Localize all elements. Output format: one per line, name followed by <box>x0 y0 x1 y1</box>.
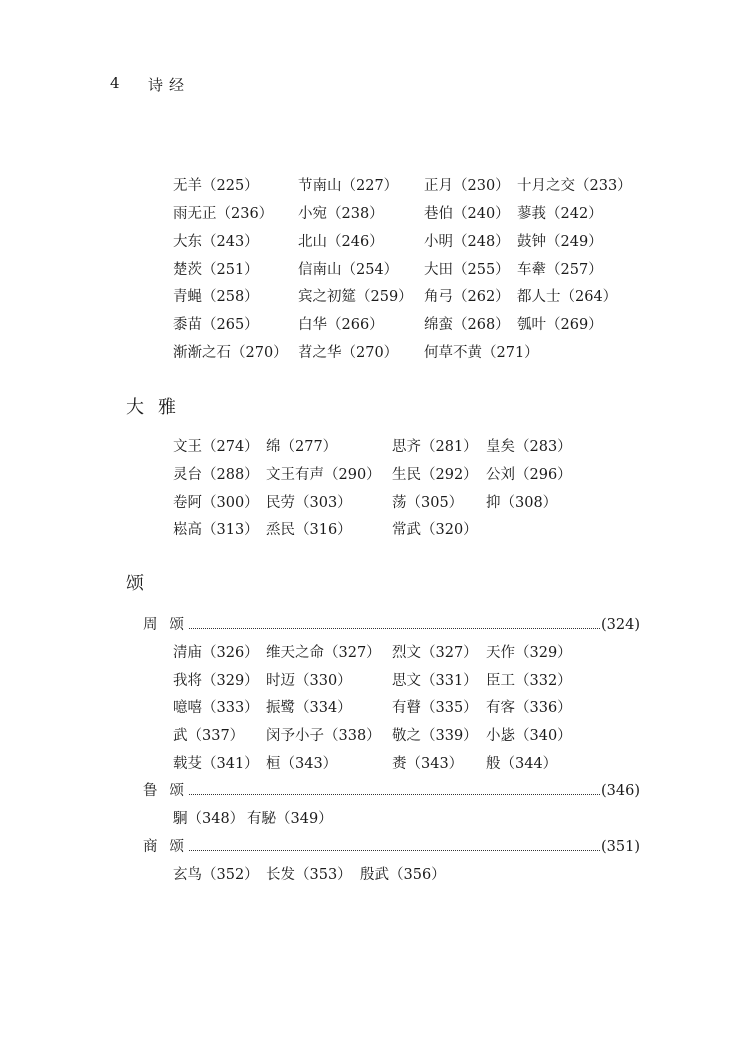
toc-entry[interactable]: 绵蛮（268） <box>424 317 510 333</box>
toc-entry[interactable]: 楚茨（251） <box>173 262 259 278</box>
toc-entry[interactable]: 青蝇（258） <box>173 289 259 305</box>
toc-entry[interactable]: 渐渐之石（270） <box>173 345 288 361</box>
toc-entry[interactable]: 有瞽（335） <box>392 700 478 716</box>
toc-entry[interactable]: 文王（274） <box>173 439 259 455</box>
toc-entry[interactable]: 无羊（225） <box>173 178 259 194</box>
toc-entry[interactable]: 载芟（341） <box>173 756 259 772</box>
toc-entry[interactable]: 长发（353） <box>266 867 352 883</box>
dot-leader <box>189 628 600 629</box>
toc-entry[interactable]: 节南山（227） <box>298 178 399 194</box>
page-number: 4 <box>110 74 120 92</box>
toc-entry[interactable]: 鼓钟（249） <box>517 234 603 250</box>
toc-entry[interactable]: 白华（266） <box>298 317 384 333</box>
toc-entry[interactable]: 清庙（326） <box>173 645 259 661</box>
toc-entry[interactable]: 殷武（356） <box>360 867 446 883</box>
toc-entry[interactable]: 常武（320） <box>392 522 478 538</box>
toc-entry[interactable]: 小宛（238） <box>298 206 384 222</box>
toc-entry[interactable]: 灵台（288） <box>173 467 259 483</box>
toc-entry[interactable]: 信南山（254） <box>298 262 399 278</box>
toc-entry[interactable]: 荡（305） <box>392 495 464 511</box>
toc-entry[interactable]: 武（337） <box>173 728 245 744</box>
section-title-daya <box>126 397 176 419</box>
toc-entry[interactable]: 十月之交（233） <box>517 178 632 194</box>
toc-entry[interactable]: 噫嘻（333） <box>173 700 259 716</box>
subsection-zhousong[interactable] <box>143 616 640 634</box>
toc-entry[interactable]: 抑（308） <box>486 495 558 511</box>
toc-entry[interactable]: 大田（255） <box>424 262 510 278</box>
subsection-lusong[interactable] <box>143 782 640 800</box>
toc-entry[interactable]: 绵（277） <box>266 439 338 455</box>
subsection-name: 周颂 <box>143 617 196 633</box>
toc-entry[interactable]: 蓼莪（242） <box>517 206 603 222</box>
toc-entry[interactable]: 都人士（264） <box>517 289 618 305</box>
toc-entry[interactable]: 维天之命（327） <box>266 645 381 661</box>
toc-entry[interactable]: 小毖（340） <box>486 728 572 744</box>
toc-entry[interactable]: 臣工（332） <box>486 673 572 689</box>
toc-entry[interactable]: 崧高（313） <box>173 522 259 538</box>
toc-entry[interactable]: 有駜（349） <box>247 811 333 827</box>
toc-entry[interactable]: 有客（336） <box>486 700 572 716</box>
section-title-char: 大 <box>126 397 144 418</box>
subsection-shangsong[interactable] <box>143 838 640 856</box>
section-title-char: 雅 <box>158 397 176 418</box>
toc-entry[interactable]: 敬之（339） <box>392 728 478 744</box>
toc-entry[interactable]: 玄鸟（352） <box>173 867 259 883</box>
book-title: 诗经 <box>148 76 191 94</box>
toc-entry[interactable]: 巷伯（240） <box>424 206 510 222</box>
toc-entry[interactable]: 卷阿（300） <box>173 495 259 511</box>
toc-entry[interactable]: 般（344） <box>486 756 558 772</box>
toc-entry[interactable]: 天作（329） <box>486 645 572 661</box>
dot-leader <box>189 794 600 795</box>
subsection-page: (346) <box>601 783 640 799</box>
toc-entry[interactable]: 民劳（303） <box>266 495 352 511</box>
toc-entry[interactable]: 大东（243） <box>173 234 259 250</box>
subsection-page: (324) <box>601 617 640 633</box>
toc-entry[interactable]: 雨无正（236） <box>173 206 274 222</box>
toc-entry[interactable]: 文王有声（290） <box>266 467 381 483</box>
toc-entry[interactable]: 皇矣（283） <box>486 439 572 455</box>
toc-entry[interactable]: 駉（348） <box>173 811 245 827</box>
toc-entry[interactable]: 小明（248） <box>424 234 510 250</box>
toc-entry[interactable]: 赉（343） <box>392 756 464 772</box>
toc-entry[interactable]: 生民（292） <box>392 467 478 483</box>
toc-entry[interactable]: 何草不黄（271） <box>424 345 539 361</box>
toc-entry[interactable]: 公刘（296） <box>486 467 572 483</box>
toc-entry[interactable]: 宾之初筵（259） <box>298 289 413 305</box>
toc-entry[interactable]: 闵予小子（338） <box>266 728 381 744</box>
toc-entry[interactable]: 瓠叶（269） <box>517 317 603 333</box>
toc-entry[interactable]: 振鹭（334） <box>266 700 352 716</box>
toc-entry[interactable]: 桓（343） <box>266 756 338 772</box>
toc-entry[interactable]: 角弓（262） <box>424 289 510 305</box>
toc-entry[interactable]: 烝民（316） <box>266 522 352 538</box>
toc-entry[interactable]: 车舝（257） <box>517 262 603 278</box>
toc-entry[interactable]: 北山（246） <box>298 234 384 250</box>
section-title-song: 颂 <box>126 573 144 594</box>
toc-entry[interactable]: 思文（331） <box>392 673 478 689</box>
toc-entry[interactable]: 我将（329） <box>173 673 259 689</box>
toc-entry[interactable]: 正月（230） <box>424 178 510 194</box>
toc-entry[interactable]: 时迈（330） <box>266 673 352 689</box>
subsection-page: (351) <box>601 839 640 855</box>
subsection-name: 鲁颂 <box>143 783 196 799</box>
toc-entry[interactable]: 思齐（281） <box>392 439 478 455</box>
dot-leader <box>189 850 600 851</box>
toc-entry[interactable]: 黍苗（265） <box>173 317 259 333</box>
subsection-name: 商颂 <box>143 839 196 855</box>
toc-entry[interactable]: 烈文（327） <box>392 645 478 661</box>
toc-entry[interactable]: 苕之华（270） <box>298 345 399 361</box>
